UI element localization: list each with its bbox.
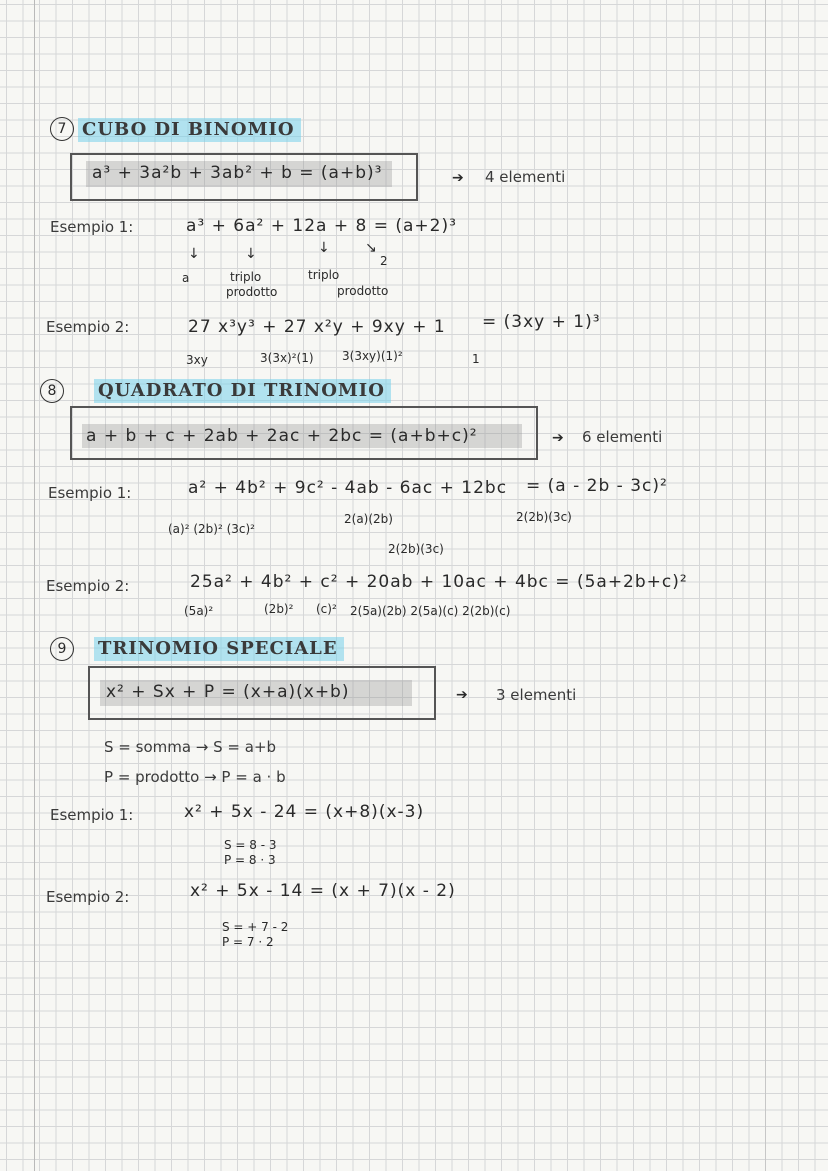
formula-cubo-binomio: a³ + 3a²b + 3ab² + b = (a+b)³	[92, 163, 383, 183]
down-arrow-icon: ↓	[188, 246, 200, 262]
section-title-trinomio-speciale: TRINOMIO SPECIALE	[94, 637, 344, 661]
annotation: 3xy	[186, 353, 208, 367]
formula-trinomio-speciale: x² + Sx + P = (x+a)(x+b)	[106, 682, 350, 702]
annotation: prodotto	[226, 285, 278, 299]
annotation: 2(2b)(3c)	[388, 542, 444, 556]
down-right-arrow-icon: ↘	[365, 240, 377, 256]
example-expression: x² + 5x - 24 = (x+8)(x-3)	[184, 802, 425, 822]
example-label: Esempio 1:	[50, 218, 134, 236]
example-expression: a² + 4b² + 9c² - 4ab - 6ac + 12bc	[188, 478, 508, 498]
notebook-margin-line	[34, 0, 35, 1171]
formula-quadrato-trinomio: a + b + c + 2ab + 2ac + 2bc = (a+b+c)²	[86, 426, 478, 446]
note-elementi: 6 elementi	[582, 428, 663, 446]
section-number-9: 9	[50, 637, 74, 661]
notebook-right-edge	[765, 0, 766, 1171]
annotation: triplo	[230, 270, 262, 284]
arrow-icon: ➔	[452, 170, 464, 186]
annotation: (a)² (2b)² (3c)²	[168, 522, 255, 536]
example-expression: 27 x³y³ + 27 x²y + 9xy + 1	[188, 317, 446, 337]
section-number-7: 7	[50, 117, 74, 141]
annotation: 2(5a)(2b) 2(5a)(c) 2(2b)(c)	[350, 604, 511, 618]
section-title-cubo-di-binomio: CUBO DI BINOMIO	[78, 118, 301, 142]
down-arrow-icon: ↓	[245, 246, 257, 262]
annotation: 1	[472, 352, 480, 366]
example-expression: x² + 5x - 14 = (x + 7)(x - 2)	[190, 881, 456, 901]
note-elementi: 4 elementi	[485, 168, 566, 186]
annotation: 2(a)(2b)	[344, 512, 393, 526]
definition-somma: S = somma → S = a+b	[104, 738, 277, 756]
annotation: 2	[380, 254, 388, 268]
example-product: P = 7 · 2	[222, 935, 274, 949]
annotation: triplo	[308, 268, 340, 282]
example-sum: S = + 7 - 2	[222, 920, 289, 934]
example-label: Esempio 2:	[46, 318, 130, 336]
arrow-icon: ➔	[456, 687, 468, 703]
example-expression: a³ + 6a² + 12a + 8 = (a+2)³	[186, 216, 457, 236]
example-result: = (a - 2b - 3c)²	[526, 476, 668, 496]
arrow-icon: ➔	[552, 430, 564, 446]
annotation: (c)²	[316, 602, 337, 616]
annotation: (2b)²	[264, 602, 294, 616]
example-label: Esempio 2:	[46, 577, 130, 595]
down-arrow-icon: ↓	[318, 240, 330, 256]
example-label: Esempio 1:	[50, 806, 134, 824]
example-label: Esempio 2:	[46, 888, 130, 906]
annotation: prodotto	[337, 284, 389, 298]
section-number-8: 8	[40, 379, 64, 403]
example-product: P = 8 · 3	[224, 853, 276, 867]
section-title-quadrato-di-trinomio: QUADRATO DI TRINOMIO	[94, 379, 391, 403]
definition-prodotto: P = prodotto → P = a · b	[104, 768, 286, 786]
example-result: = (3xy + 1)³	[482, 312, 601, 332]
annotation: 3(3xy)(1)²	[342, 349, 403, 363]
example-sum: S = 8 - 3	[224, 838, 277, 852]
annotation: (5a)²	[184, 604, 214, 618]
example-expression: 25a² + 4b² + c² + 20ab + 10ac + 4bc = (5a+2b+c)²	[190, 572, 688, 592]
annotation: a	[182, 271, 190, 285]
annotation: 3(3x)²(1)	[260, 351, 314, 365]
example-label: Esempio 1:	[48, 484, 132, 502]
annotation: 2(2b)(3c)	[516, 510, 572, 524]
note-elementi: 3 elementi	[496, 686, 577, 704]
